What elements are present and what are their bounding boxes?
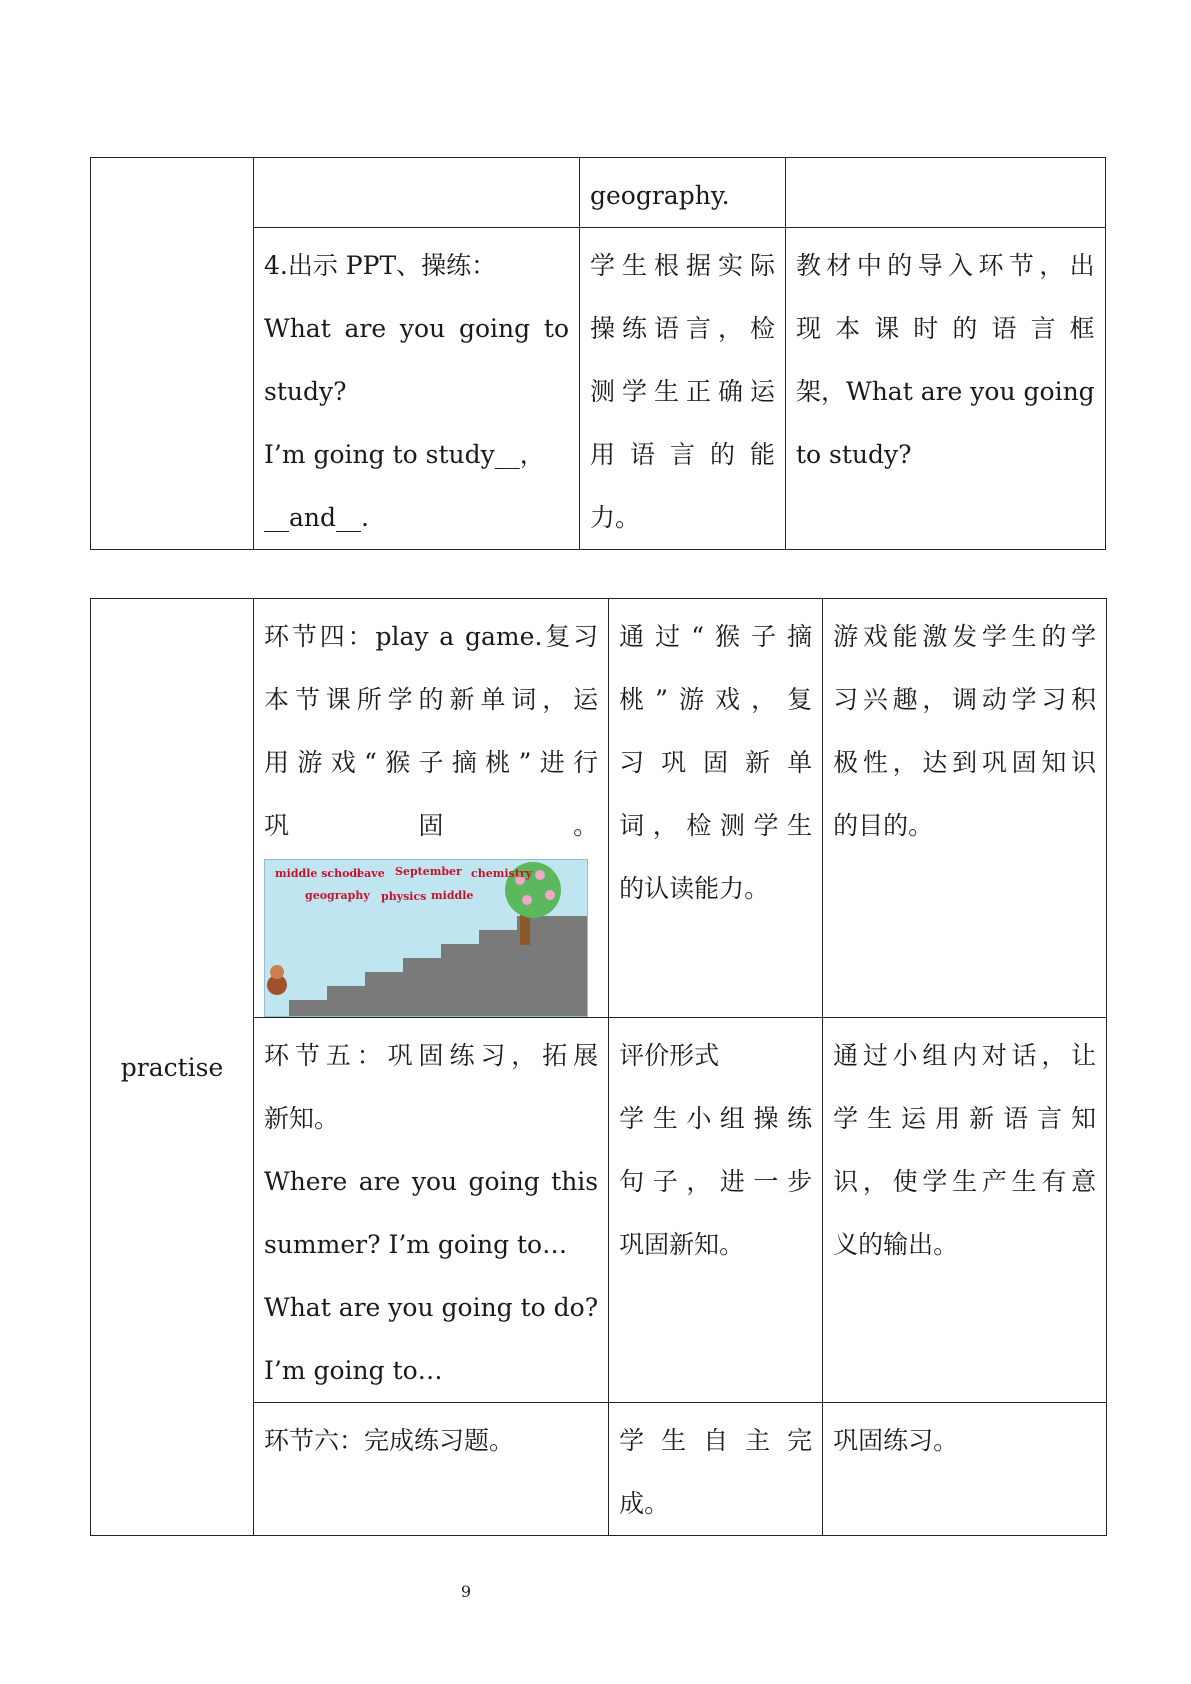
- game-word: physics: [381, 890, 427, 903]
- cell-text: 现本课时的语言框: [796, 314, 1095, 343]
- cell-text: 巩 固 。: [264, 811, 599, 840]
- cell-text: 学生运用新语言知: [833, 1104, 1097, 1133]
- cell-text: 评价形式: [619, 1041, 720, 1070]
- game-word: middle: [431, 889, 474, 902]
- cell-text: 词，检测学生: [619, 811, 813, 840]
- activity-cell: [254, 599, 609, 1018]
- student-activity-cell: [609, 1018, 823, 1403]
- cell-text: study?: [264, 377, 347, 406]
- cell-text: 游戏能激发学生的学: [833, 622, 1097, 651]
- monkey-picking-peaches-game-image: [264, 859, 588, 1017]
- activity-cell: [254, 228, 580, 550]
- student-activity-cell: [580, 228, 786, 550]
- cell-text: 义的输出。: [833, 1230, 959, 1259]
- cell-text: 的认读能力。: [619, 874, 770, 903]
- activity-cell: [254, 158, 580, 228]
- cell-text: 巩固练习。: [833, 1426, 959, 1455]
- cell-text: 新知。: [264, 1104, 340, 1133]
- table-row: [91, 158, 1106, 228]
- cell-text: 环节五：巩固练习，拓展: [264, 1041, 599, 1070]
- game-scene-illustration: [265, 860, 587, 1016]
- student-activity-cell: [609, 1403, 823, 1536]
- page-number: 9: [460, 1582, 472, 1601]
- game-word: geography: [305, 889, 370, 902]
- cell-text: __and__.: [264, 503, 369, 532]
- cell-text: 教材中的导入环节，出: [796, 251, 1095, 280]
- purpose-cell: [823, 1018, 1107, 1403]
- lesson-plan-table-top: [90, 157, 1106, 550]
- stage-cell: [91, 158, 254, 550]
- cell-text: 习巩固新单: [619, 748, 813, 777]
- cell-text: 习兴趣，调动学习积: [833, 685, 1097, 714]
- purpose-cell: [823, 1403, 1107, 1536]
- cell-text: What are you going to do?: [264, 1293, 599, 1322]
- cell-text: 通过“猴子摘: [619, 622, 813, 651]
- cell-text: 学生自主完: [619, 1426, 813, 1455]
- cell-text: I’m going to…: [264, 1356, 443, 1385]
- cell-text: 巩固新知。: [619, 1230, 745, 1259]
- activity-cell: [254, 1403, 609, 1536]
- purpose-cell: [786, 228, 1106, 550]
- game-word: middle school: [275, 867, 361, 880]
- cell-text: 学生根据实际: [590, 251, 775, 280]
- cell-text: 识，使学生产生有意: [833, 1167, 1097, 1196]
- table-row: [91, 599, 1107, 1018]
- cell-text: 环节六：完成练习题。: [264, 1426, 515, 1455]
- cell-text: 测学生正确运: [590, 377, 775, 406]
- cell-text: 操练语言，检: [590, 314, 775, 343]
- cell-text: 极性，达到巩固知识: [833, 748, 1097, 777]
- cell-text: 用语言的能: [590, 440, 775, 469]
- cell-text: 的目的。: [833, 811, 934, 840]
- purpose-cell: [823, 599, 1107, 1018]
- game-word: September: [395, 865, 462, 878]
- stage-cell: [91, 599, 254, 1536]
- cell-text: I’m going to study__，: [264, 440, 545, 469]
- cell-text: 成。: [619, 1489, 670, 1518]
- activity-cell: [254, 1018, 609, 1403]
- cell-text: geography.: [590, 181, 730, 210]
- cell-text: 环节四：play a game.复习: [264, 622, 599, 651]
- game-word: leave: [353, 867, 385, 880]
- lesson-plan-table-practise: [90, 598, 1107, 1536]
- cell-text: to study?: [796, 440, 912, 469]
- cell-text: 句子，进一步: [619, 1167, 813, 1196]
- student-activity-cell: [580, 158, 786, 228]
- cell-text: What are you going to: [264, 314, 569, 343]
- cell-text: 学生小组操练: [619, 1104, 813, 1133]
- student-activity-cell: [609, 599, 823, 1018]
- cell-text: 本节课所学的新单词，运: [264, 685, 599, 714]
- cell-text: Where are you going this: [264, 1167, 599, 1196]
- cell-text: 架，What are you going: [796, 377, 1095, 406]
- cell-text: 通过小组内对话，让: [833, 1041, 1097, 1070]
- cell-text: 力。: [590, 503, 641, 532]
- game-word: chemistry: [471, 867, 532, 880]
- stage-label: practise: [120, 1052, 224, 1082]
- cell-text: 4.出示 PPT、操练：: [264, 251, 497, 280]
- cell-text: 用游戏“猴子摘桃”进行: [264, 748, 599, 777]
- cell-text: 桃”游戏，复: [619, 685, 813, 714]
- cell-text: summer? I’m going to…: [264, 1230, 568, 1259]
- purpose-cell: [786, 158, 1106, 228]
